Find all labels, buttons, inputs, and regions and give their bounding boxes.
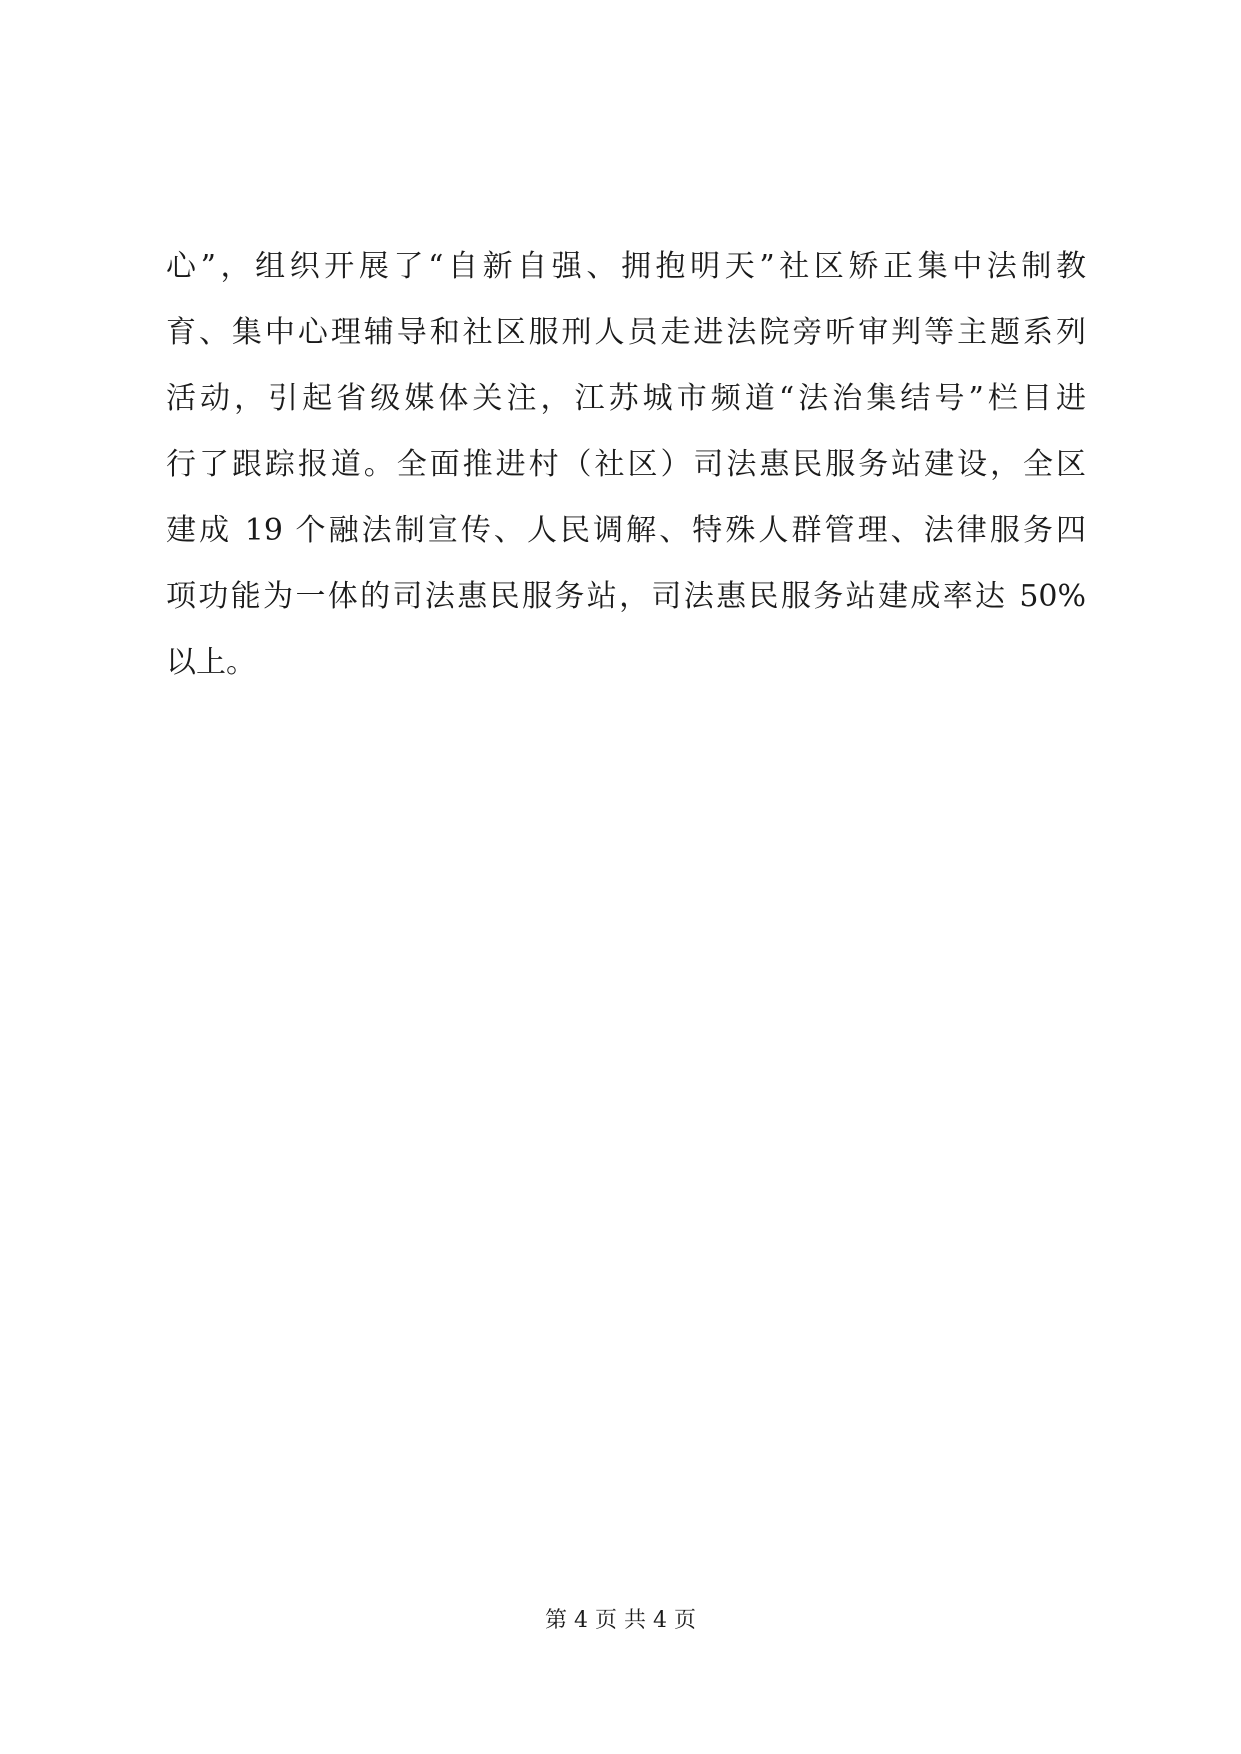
paragraph-line: 行了跟踪报道。全面推进村（社区）司法惠民服务站建设，全区 bbox=[166, 447, 1086, 482]
page-footer: 第 4 页 共 4 页 bbox=[545, 1608, 696, 1633]
paragraph-line: 建成 19 个融法制宣传、人民调解、特殊人群管理、法律服务四 bbox=[166, 513, 1086, 548]
paragraph-line: 活动，引起省级媒体关注，江苏城市频道“法治集结号”栏目进 bbox=[166, 381, 1086, 416]
body-paragraph bbox=[166, 234, 1086, 696]
paragraph-line: 以上。 bbox=[166, 645, 256, 680]
paragraph-line: 育、集中心理辅导和社区服刑人员走进法院旁听审判等主题系列 bbox=[166, 315, 1086, 350]
paragraph-line: 心”，组织开展了“自新自强、拥抱明天”社区矫正集中法制教 bbox=[166, 249, 1086, 284]
paragraph-line: 项功能为一体的司法惠民服务站，司法惠民服务站建成率达 50% bbox=[166, 579, 1086, 614]
